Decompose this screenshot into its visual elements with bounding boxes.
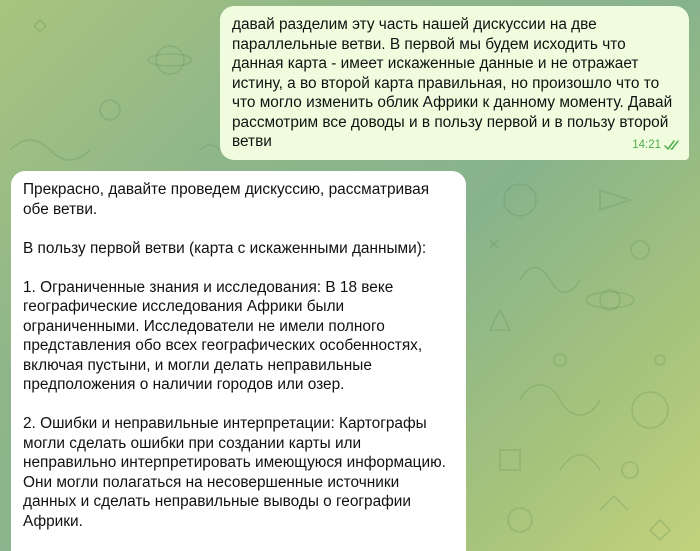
message-meta xyxy=(632,136,680,156)
double-check-icon xyxy=(664,140,680,151)
message-time: 14:21 xyxy=(632,139,661,151)
incoming-message[interactable] xyxy=(11,171,466,551)
incoming-message-text: Прекрасно, давайте проведем дискуссию, рассматривая обе ветви. В пользу первой ветви (карта с искаженными данными): 1. Ограниченные знания и исследования: В 18 веке географические исследования Африки были ограниченными. Исследователи не имели полного представления обо всех географических особенностях, включая пустыни, и могли делать неправильные предположения о наличии городов или озер. 2. Ошибки и неправильные интерпретации: Картографы могли сделать ошибки при создании карты или неправильно интерпретировать имеющуюся информацию. Они могли полагаться на несовершенные источники данных и сделать неправильные выводы о географии Африки. xyxy=(23,181,446,530)
outgoing-message[interactable] xyxy=(220,6,689,160)
outgoing-message-text: давай разделим эту часть нашей дискуссии на две параллельные ветви. В первой мы будем исходить что данная карта - имеет искаженные данные и не отражает истину, а во второй карта правильная, но произошло что то что могло изменить облик Африки к данному моменту. Давай рассмотрим все доводы и в пользу первой и в пользу второй ветви xyxy=(232,16,677,150)
